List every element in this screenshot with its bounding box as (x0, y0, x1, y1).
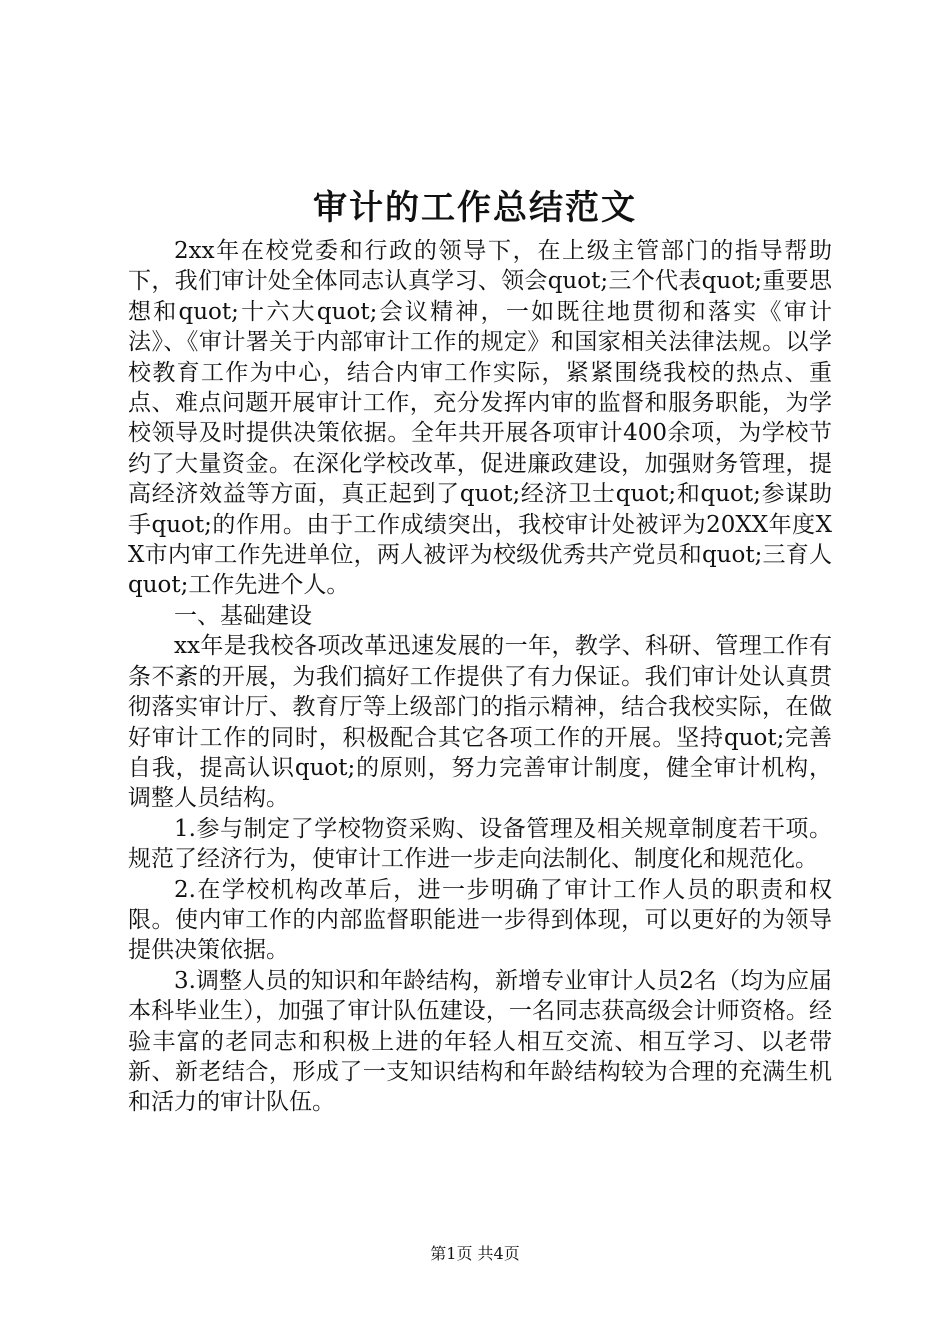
page-footer: 第1页 共4页 (430, 1244, 520, 1263)
document-body (128, 236, 832, 1118)
paragraph-intro: 2xx年在校党委和行政的领导下，在上级主管部门的指导帮助下，我们审计处全体同志认真学习、领会quot;三个代表quot;重要思想和quot;十六大quot;会议精神，一如既往地贯彻和落实《审计法》、《审计署关于内部审计工作的规定》和国家相关法律法规。以学校教育工作为中心，结合内审工作实际，紧紧围绕我校的热点、重点、难点问题开展审计工作，充分发挥内审的监督和服务职能，为学校领导及时提供决策依据。全年共开展各项审计400余项，为学校节约了大量资金。在深化学校改革，促进廉政建设，加强财务管理，提高经济效益等方面，真正起到了quot;经济卫士quot;和quot;参谋助手quot;的作用。由于工作成绩突出，我校审计处被评为20XX年度XX市内审工作先进单位，两人被评为校级优秀共产党员和quot;三育人quot;工作先进个人。 (128, 238, 832, 599)
paragraph-item-1: 1.参与制定了学校物资采购、设备管理及相关规章制度若干项。规范了经济行为，使审计工作进一步走向法制化、制度化和规范化。 (128, 815, 832, 873)
paragraph-item-2: 2.在学校机构改革后，进一步明确了审计工作人员的职责和权限。使内审工作的内部监督职能进一步得到体现，可以更好的为领导提供决策依据。 (128, 876, 832, 964)
section-heading-basic-construction: 一、基础建设 (174, 602, 312, 629)
document-title: 审计的工作总结范文 (313, 188, 637, 228)
paragraph-section-intro: xx年是我校各项改革迅速发展的一年，教学、科研、管理工作有条不紊的开展，为我们搞好工作提供了有力保证。我们审计处认真贯彻落实审计厅、教育厅等上级部门的指示精神，结合我校实际，在做好审计工作的同时，积极配合其它各项工作的开展。坚持quot;完善自我，提高认识quot;的原则，努力完善审计制度，健全审计机构，调整人员结构。 (128, 633, 832, 812)
paragraph-item-3: 3.调整人员的知识和年龄结构，新增专业审计人员2名（均为应届本科毕业生），加强了审计队伍建设，一名同志获高级会计师资格。经验丰富的老同志和积极上进的年轻人相互交流、相互学习、以老带新、新老结合，形成了一支知识结构和年龄结构较为合理的充满生机和活力的审计队伍。 (128, 967, 832, 1116)
